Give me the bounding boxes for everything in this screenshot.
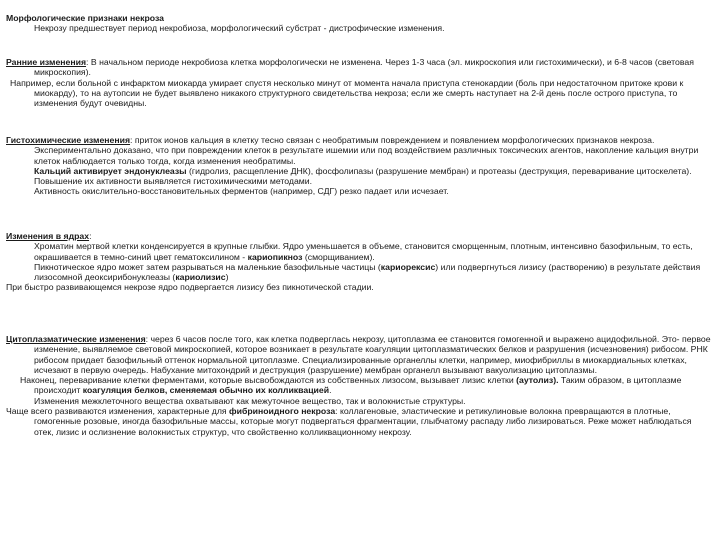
fibrinoid-bold: фибриноидного некроза bbox=[229, 406, 336, 417]
early-changes-heading: Ранние изменения bbox=[6, 57, 87, 67]
karyorrhexis-bold: кариорексис bbox=[380, 261, 436, 272]
histo-paragraph-2: Экспериментально доказано, что при повреждении клеток в результате ишемии или под воздействием различных токсических агентов, накопление кальция внутри клеток наблюдается только тогда, когда изменения необратимы. bbox=[34, 145, 699, 166]
coagulation-bold: коагуляция белков, сменяемая обычно их колликвацией bbox=[82, 385, 330, 396]
nuclear-heading: Изменения в ядрах bbox=[6, 231, 90, 241]
title-block bbox=[6, 13, 712, 34]
early-changes-section bbox=[6, 57, 712, 108]
nuclear-heading-line: Изменения в ядрах: bbox=[6, 231, 92, 241]
histochemical-section bbox=[6, 135, 712, 197]
cyto-paragraph-1 bbox=[6, 334, 712, 375]
cyto-text: : через 6 часов после того, как клетка подверглась некрозу, цитоплазма ее становится гомогенной и выражено ацидофильной. Это- первое изменение, выявляемое световой микроскопией, которое возникает в результате коагуляции цитоплазматических белков и разрушения (исчезновения) рибосом. РНК рибосом придает базофильный оттенок нормальной цитоплазме. Специализированные органеллы клетки, например, миофибриллы в миокардиальных клетках, исчезают в первую очередь. Набухание митохондрий и деструкция (разрушение) мембран органелл вызывают вакуолизацию цитоплазмы. bbox=[34, 334, 711, 375]
nuclear-paragraph-3: При быстро развивающемся некрозе ядро подвергается лизису без пикнотической стадии. bbox=[6, 282, 374, 293]
early-changes-paragraph bbox=[6, 57, 712, 78]
cyto-heading: Цитоплазматические изменения bbox=[6, 334, 146, 344]
karyopyknosis-bold: кариопикноз bbox=[247, 251, 303, 262]
cyto-paragraph-2: Наконец, переваривание клетки ферментами, которые высвобождаются из собственных лизосом, вызывает лизис клетки (аутолиз). Таким образом, в цитоплазме происходит коагуляция белков, сменяемая обычно их колликвацией. bbox=[20, 375, 682, 396]
cytoplasmic-section bbox=[6, 334, 712, 437]
histo-paragraph-1 bbox=[6, 135, 712, 145]
nuclear-paragraph-1: Хроматин мертвой клетки конденсируется в крупные глыбки. Ядро уменьшается в объеме, становится сморщенным, плотным, интенсивно базофильным, то есть, окрашивается в темно-синий цвет гематоксилином - кариопикноз (сморщиванием). bbox=[34, 241, 693, 262]
karyolysis-bold: кариолизис bbox=[175, 272, 226, 283]
cyto-paragraph-4: Чаще всего развиваются изменения, характерные для фибриноидного некроза: коллагеновые, эластические и ретикулиновые волокна превращаются в плотные, гомогенные розовые, иногда базофильные массы, которые могут подвергаться фрагментации, глыбчатому распаду либо лизироваться. Реже может наблюдаться отек, лизис и ослизнение волокнистых структур, что свойственно колликвационному некрозу. bbox=[6, 406, 692, 437]
histo-paragraph-3: Кальций активирует эндонуклеазы (гидролиз, расщепление ДНК), фосфолипазы (разрушение мембран) и протеазы (деструкция, переваривание цитоскелета). Повышение их активности выявляется гистохимическими методами. bbox=[34, 165, 692, 187]
histo-paragraph-4: Активность окислительно-восстановительных ферментов (например, СДГ) резко падает или исчезает. bbox=[34, 186, 449, 197]
nuclear-paragraph-2: Пикнотическое ядро может затем разрываться на маленькие базофильные частицы (кариорексис) или подвергнуться лизису (растворению) в результате действия лизосомной деоксирибонуклеазы (кариолизис) bbox=[34, 261, 701, 283]
histo-text: : приток ионов кальция в клетку тесно связан с необратимым повреждением и появлением морфологических признаков некроза. bbox=[130, 135, 655, 145]
calcium-bold: Кальций активирует эндонуклеазы bbox=[34, 165, 187, 176]
early-changes-text: : В начальном периоде некробиоза клетка морфологически не изменена. Через 1-3 часа (эл. микроскопия или гистохимически), и 6-8 часов (световая микроскопия). bbox=[34, 57, 694, 78]
cyto-paragraph-3: Изменения межклеточного вещества охватывают как межуточное вещество, так и волокнистые структуры. bbox=[34, 395, 466, 406]
intro-paragraph: Некрозу предшествует период некробиоза, морфологический субстрат - дистрофические изменения. bbox=[34, 23, 445, 34]
histo-heading: Гистохимические изменения bbox=[6, 135, 131, 145]
nuclear-section bbox=[6, 231, 712, 293]
early-example-paragraph: Например, если больной с инфарктом миокарда умирает спустя несколько минут от момента начала приступа стенокардии (боль при недостаточном притоке крови к миокарду), то на аутопсии не будет выявлено никакого структурного свидетельства некроза; если же смерть наступает на 2-й день после острого приступа, то изменения будут очевидны. bbox=[10, 77, 684, 109]
page-title: Морфологические признаки некроза bbox=[6, 13, 164, 23]
autolysis-bold: (аутолиз). bbox=[516, 375, 559, 386]
